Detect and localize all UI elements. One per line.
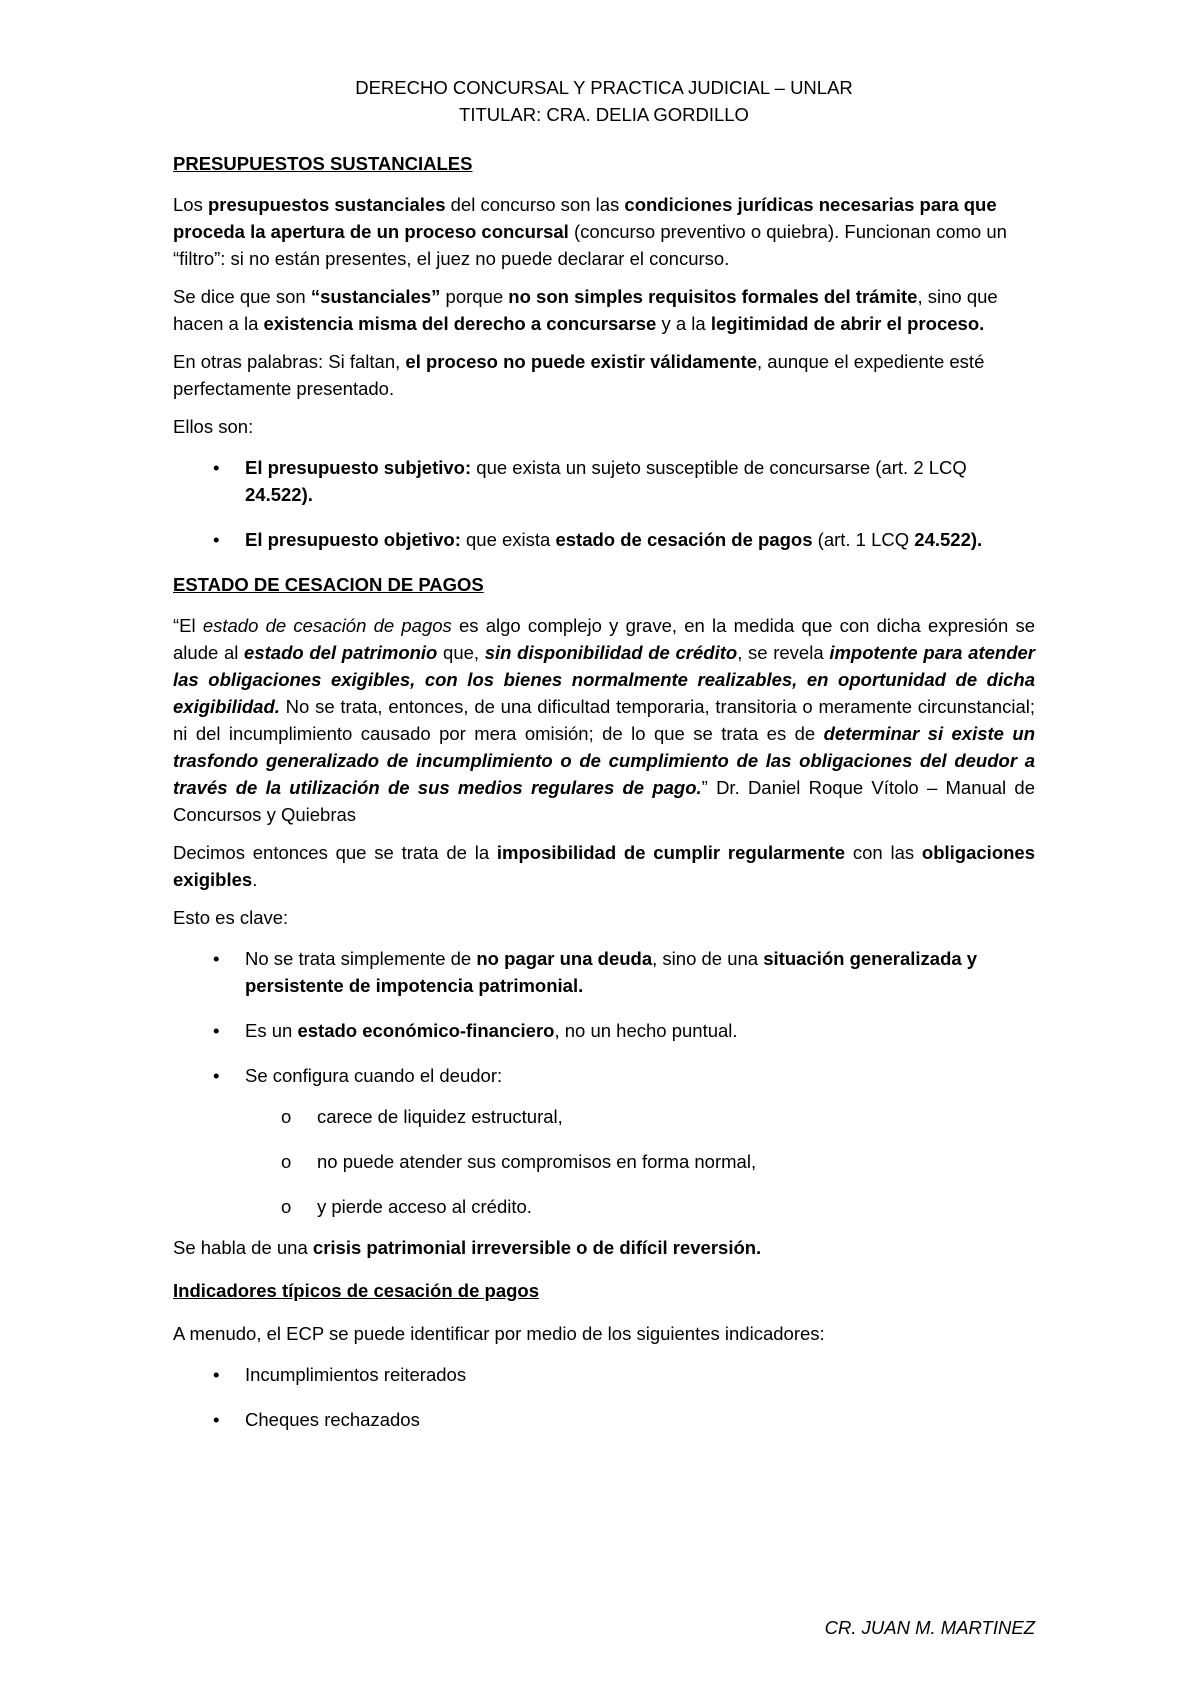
bold-run: presupuestos sustanciales — [207, 194, 446, 215]
text-run: con las — [845, 842, 922, 863]
bold-run: no pagar una deuda — [476, 948, 653, 969]
clave-list — [173, 945, 1035, 1220]
bold-run: no son simples requisitos formales del trámite — [508, 286, 918, 307]
text-run: Se dice que son — [173, 286, 311, 307]
presupuestos-list — [173, 454, 1035, 553]
text-run: , aunque el expediente esté perfectamente presentado. — [173, 351, 985, 399]
list-item — [173, 1062, 1035, 1220]
list-item: • Cheques rechazados — [173, 1406, 1035, 1433]
text-run: Se configura cuando el deudor: — [245, 1065, 503, 1086]
text-run: (concurso preventivo o quiebra). Funcionan como un “filtro”: si no están presentes, el juez no puede declarar el concurso. — [173, 221, 1007, 269]
text-run: , sino de una — [652, 948, 764, 969]
list-item — [173, 1017, 1035, 1044]
text-run: No se trata, entonces, de una dificultad temporaria, transitoria o meramente circunstancial; ni del incumplimiento causado por mera omisión; de lo que se trata es de — [173, 696, 1035, 744]
bold-run: imposibilidad de cumplir regularmente — [496, 842, 846, 863]
text-run: Los — [173, 194, 208, 215]
text-run: , no un hecho puntual. — [554, 1020, 738, 1041]
bold-italic-run: estado del patrimonio — [244, 642, 438, 663]
text-run: y a la — [656, 313, 711, 334]
indicadores-list — [173, 1361, 1035, 1433]
bold-run: 24.522). — [245, 484, 313, 505]
text-run: Decimos entonces que se trata de la — [173, 842, 497, 863]
bold-run: obligaciones exigibles — [173, 842, 1035, 890]
bold-run: legitimidad de abrir el proceso. — [710, 313, 985, 334]
paragraph-sustanciales — [173, 283, 1035, 337]
paragraph-presupuestos-definition — [173, 191, 1035, 272]
bold-run: 24.522). — [914, 529, 983, 550]
paragraph-esto-es-clave: Esto es clave: — [173, 907, 289, 928]
text-run: , sino que hacen a la — [173, 286, 998, 334]
text-run: (art. 1 LCQ — [812, 529, 915, 550]
document-body — [173, 74, 1035, 1451]
bold-run: crisis patrimonial irreversible o de difícil reversión. — [312, 1237, 762, 1258]
footer-author: CR. JUAN M. MARTINEZ — [824, 1617, 1035, 1638]
sub-list-item: o no puede atender sus compromisos en forma normal, — [173, 1148, 1035, 1175]
bold-run: estado de cesación de pagos — [555, 529, 813, 550]
list-item: • Incumplimientos reiterados — [173, 1361, 1035, 1388]
deudor-sublist — [173, 1103, 1035, 1220]
list-item — [173, 454, 1035, 508]
paragraph-crisis-patrimonial — [173, 1234, 1035, 1261]
text-run: “El — [173, 615, 203, 636]
text-run: En otras palabras: Si faltan, — [173, 351, 406, 372]
paragraph-indicadores-intro: A menudo, el ECP se puede identificar por medio de los siguientes indicadores: — [173, 1323, 825, 1344]
bold-run: El presupuesto subjetivo: — [245, 457, 472, 478]
text-run: que exista — [460, 529, 556, 550]
bold-run: “sustanciales” — [310, 286, 441, 307]
list-item — [173, 945, 1035, 999]
paragraph-imposibilidad — [173, 839, 1035, 893]
text-run: del concurso son las — [445, 194, 625, 215]
text-run: es algo complejo y grave, en la medida que con dicha expresión se alude al — [173, 615, 1036, 663]
sub-list-item: o y pierde acceso al crédito. — [173, 1193, 1035, 1220]
bold-run: situación generalizada y persistente de impotencia patrimonial. — [245, 948, 978, 996]
sub-list-item: o carece de liquidez estructural, — [173, 1103, 1035, 1130]
text-run: No se trata simplemente de — [245, 948, 477, 969]
header-line-2: TITULAR: CRA. DELIA GORDILLO — [459, 104, 749, 125]
paragraph-vitolo-quote — [173, 612, 1035, 828]
bold-italic-run: impotente para atender las obligaciones exigibles, con los bienes normalmente realizables, en oportunidad de dicha exigibilidad. — [173, 642, 1035, 717]
header-line-1: DERECHO CONCURSAL Y PRACTICA JUDICIAL – UNLAR — [355, 77, 853, 98]
paragraph-otras-palabras — [173, 348, 1035, 402]
bold-italic-run: determinar si existe un trasfondo generalizado de incumplimiento o de cumplimiento de las obligaciones del deudor a través de la utilización de sus medios regulares de pago. — [173, 723, 1035, 798]
text-run: ” Dr. Daniel Roque Vítolo – Manual de Concursos y Quiebras — [173, 777, 1035, 825]
italic-run: estado de cesación de pagos — [202, 615, 452, 636]
bold-italic-run: sin disponibilidad de crédito — [484, 642, 738, 663]
text-run: Es un — [245, 1020, 298, 1041]
section-heading-presupuestos: PRESUPUESTOS SUSTANCIALES — [173, 153, 473, 174]
section-heading-indicadores: Indicadores típicos de cesación de pagos — [173, 1280, 539, 1301]
text-run: . — [252, 869, 258, 890]
bold-run: El presupuesto objetivo: — [245, 529, 461, 550]
text-run: que, — [437, 642, 485, 663]
paragraph-ellos-son: Ellos son: — [173, 416, 254, 437]
bold-run: condiciones jurídicas necesarias para que proceda la apertura de un proceso concursal — [173, 194, 997, 242]
bold-run: existencia misma del derecho a concursarse — [263, 313, 657, 334]
bold-run: estado económico-financiero — [297, 1020, 555, 1041]
text-run: , se revela — [737, 642, 830, 663]
list-item — [173, 526, 1035, 553]
text-run: porque — [440, 286, 509, 307]
section-heading-cesacion: ESTADO DE CESACION DE PAGOS — [173, 574, 484, 595]
bold-run: el proceso no puede existir válidamente — [405, 351, 758, 372]
text-run: Se habla de una — [173, 1237, 313, 1258]
text-run: que exista un sujeto susceptible de concursarse (art. 2 LCQ — [471, 457, 967, 478]
